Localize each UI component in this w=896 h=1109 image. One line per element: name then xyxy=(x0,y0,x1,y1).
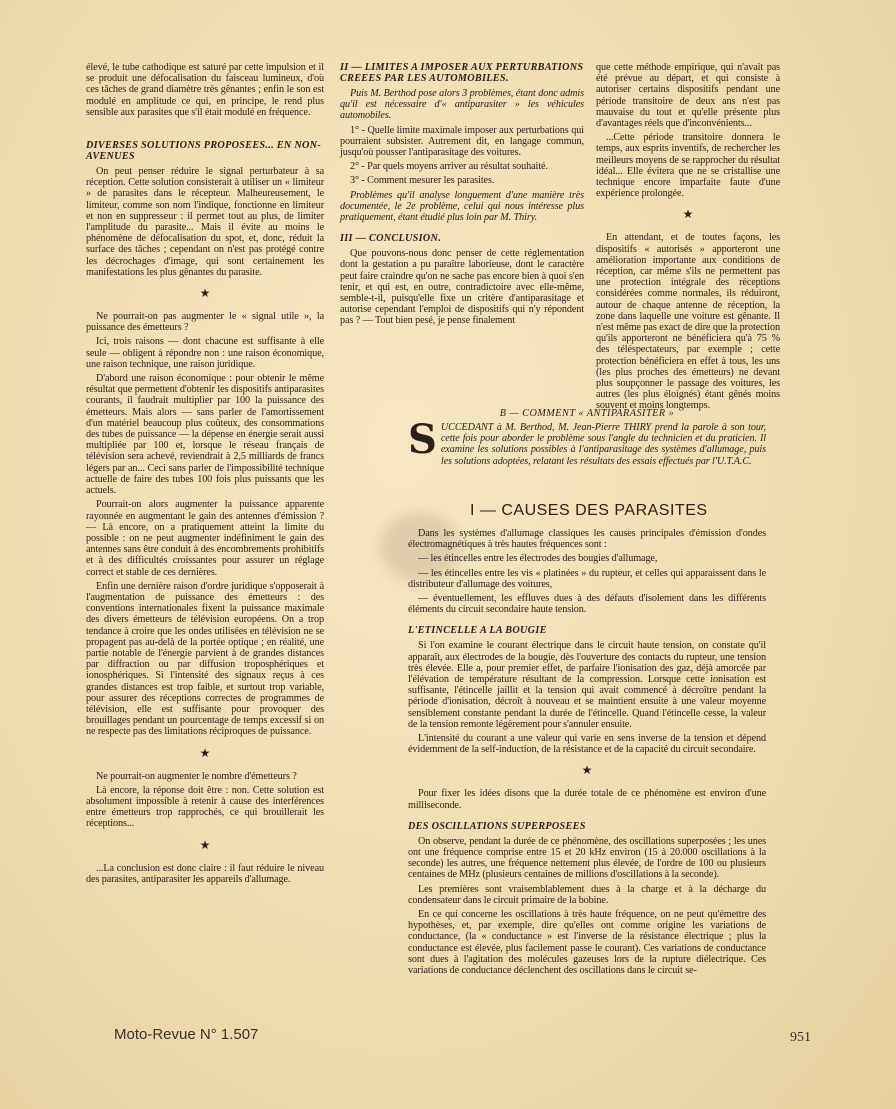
paragraph: On observe, pendant la durée de ce phénomène, des oscillations superposées ; les unes ont une fréquence comprise entre 15 et 20 kHz environ (15 à 20.000 oscillations à la seconde) les autres, une fréquence nettement plus élevée, de l'ordre de 100 ou plusieurs centaines de MHz (plusieurs centaines de millions d'oscillations à la seconde). xyxy=(408,835,766,881)
paragraph: En ce qui concerne les oscillations à très haute fréquence, on ne peut qu'émettre des hypothèses, et, par exemple, dire qu'elles ont comme origine les variations de conductance, (la « conductance » est l'inverse de la résistance électrique ; plus la conductance est élevée, plus facilement passe le courant). Ces variations de conductance sont dues à l'agitation des molécules gazeuses lors de la rupture diélectrique. Ces variations de conductance déclenchent des oscillations dans le circuit se- xyxy=(408,909,766,977)
section-heading: II — LIMITES A IMPOSER AUX PERTURBATIONS CREEES PAR LES AUTOMOBILES. xyxy=(340,62,584,84)
paragraph: Ne pourrait-on augmenter le nombre d'émetteurs ? xyxy=(96,770,297,782)
star-separator: ★ xyxy=(199,286,211,301)
paragraph: ...La conclusion est donc claire : il faut réduire le niveau des parasites, antiparasiter les appareils d'allumage. xyxy=(86,862,324,885)
paragraph: Puis M. Berthod pose alors 3 problèmes, étant donc admis qu'il est nécessaire d'« antiparasiter » les véhicules automobiles. xyxy=(340,88,584,122)
drop-cap: S xyxy=(408,416,437,463)
list-item: — les étincelles entre les électrodes des bougies d'allumage, xyxy=(418,553,658,565)
paragraph: UCCEDANT à M. Berthod, M. Jean-Pierre THIRY prend la parole à son tour, cette fois pour aborder le problème sous l'angle du technicien et du praticien. Il examine les solutions possibles à l'antiparasitage des systèmes d'allumage, puis les solutions adoptées, relatant les résultats des essais effectués par l'U.T.A.C. xyxy=(440,422,766,467)
paragraph: Ne pourrait-on pas augmenter le « signal utile », la puissance des émetteurs ? xyxy=(86,311,324,334)
paragraph: Les premières sont vraisemblablement dues à la charge et à la décharge du condensateur dans le circuit primaire de la bobine. xyxy=(408,883,766,906)
paragraph: Là encore, la réponse doit être : non. Cette solution est absolument impossible à retenir à cause des interférences entre émetteurs trop rapprochés, ce qui brouillerait les réceptions... xyxy=(86,784,324,830)
column-middle xyxy=(340,62,584,330)
paragraph: L'intensité du courant a une valeur qui varie en sens inverse de la tension et dépend évidemment de la self-induction, de la résistance et de la capacité du circuit secondaire. xyxy=(408,733,766,756)
star-separator: ★ xyxy=(199,745,211,760)
section-heading: III — CONCLUSION. xyxy=(340,233,442,245)
paragraph: Pourrait-on alors augmenter la puissance apparente rayonnée en augmentant le gain des antennes d'émission ? — Là encore, on a pratiquement atteint la limite du possible : on ne peut augmenter indéfiniment le gain des antennes sans être conduit à des encombrements prohibitifs et à des difficultés croissantes pour assurer un réglage correct et stable de ces dernières. xyxy=(86,499,324,578)
paragraph: 2° - Par quels moyens arriver au résultat souhaité. xyxy=(350,161,548,173)
paragraph: Problèmes qu'il analyse longuement d'une manière très documentée, le 2e problème, celui qui nous intéresse plus pratiquement, étant étudié plus loin par M. Thiry. xyxy=(340,189,584,224)
magazine-issue: Moto-Revue N° 1.507 xyxy=(114,1026,259,1043)
column-left xyxy=(86,62,324,888)
paragraph: En attendant, et de toutes façons, les dispositifs « autorisés » apporteront une amélioration importante aux conditions de réception, car même s'ils ne permettent pas une protection intégrale des réceptions considérées comme normales, ils réduiront, autour de chaque antenne de réception, la zone dans laquelle une voiture est gênante. Il n'est même pas exact de dire que la protection qu'ils apporteront ne bénéficiera qu'à 75 % des téléspectateurs, par exemple ; cette protection bénéficiera en effet à tous, les uns (les plus proches des émetteurs) ne devant plus soupçonner le passage des voitures, les autres (les plus éloignés) étant gênés moins souvent et moins longtemps. xyxy=(596,232,780,412)
paragraph: On peut penser réduire le signal perturbateur à sa réception. Cette solution consisterait à utiliser un « limiteur » de parasites dans le récepteur. Malheureusement, le limiteur, comme son nom l'indique, fonctionne en limiteur et non en suppresseur : il permet tout au plus, de limiter l'amplitude du parasite... Mais il évite au moins le phénomène de défocalisation du spot, et, donc, réduit la surface des tâches ; cependant on n'est pas protégé contre les décrochages d'image, qui sont certainement les manifestations les plus gênantes du parasite. xyxy=(86,166,324,278)
star-separator: ★ xyxy=(682,207,694,222)
list-item: — les étincelles entre les vis « platinées » du rupteur, et celles qui apparaissent dans le distributeur d'allumage des voitures, xyxy=(408,567,766,590)
paragraph: Dans les systèmes d'allumage classiques les causes principales d'émission d'ondes électromagnétiques à très hautes fréquences sont : xyxy=(408,528,766,551)
paragraph: Si l'on examine le courant électrique dans le circuit haute tension, on constate qu'il apparaît, aux électrodes de la bougie, dès l'ouverture des contacts du rupteur, une tension très élevée. Elle a, pour premier effet, de parfaire l'ionisation des gaz, déjà amorcée par l'élévation de température résultant de la compression. Lorsque cette ionisation est suffisante, l'étincelle jaillit et la tension qui avait commencé à décroître pendant la période d'ionisation, décroît à nouveau et se maintient ensuite à une valeur moyenne sensiblement constante pendant la durée de l'étincelle. Quand l'étincelle cesse, la valeur de la tension remonte légèrement pour s'annuler ensuite. xyxy=(408,640,766,730)
paragraph: ...Cette période transitoire donnera le temps, aux esprits inventifs, de rechercher les meilleurs moyens de se rapprocher du résultat idéal... Elle évitera que ne se cristallise une technique encore imparfaite faute d'une expérience prolongée. xyxy=(596,132,780,200)
section-heading: L'ETINCELLE A LA BOUGIE xyxy=(408,625,547,637)
paragraph: élevé, le tube cathodique est saturé par cette impulsion et il se produit une défocalisation du faisceau lumineux, d'où ces tâches de grand diamètre très gênantes ; enfin le son est modulé en amplitude ce qui, en principe, le rend plus sensible aux parasites que s'il était modulé en fréquence. xyxy=(86,62,324,118)
star-separator: ★ xyxy=(581,763,593,778)
paragraph: que cette méthode empirique, qui n'avait pas été prévue au départ, et qui consiste à autoriser certains dispositifs pendant une période transitoire de deux ans n'est pas mauvaise du tout et qu'elle présente plus d'avantages réels que d'inconvénients... xyxy=(596,62,780,130)
paragraph: D'abord une raison économique : pour obtenir le même résultat que permettent d'obtenir les dispositifs antiparasites courants, il faudrait multiplier par 100 la puissance des émetteurs. Mais alors — sans parler de l'amortissement d'un matériel beaucoup plus coûteux, des consommations des tubes de puissance — la dépense en énergie serait aussi multipliée par 100 et, lorsque le réseau français de télévision sera achevé, reviendrait à 2,5 milliards de francs légers par an... Ceci sans parler de l'impossibilité technique actuelle de faire des tubes 100 fois plus puissants que les actuels. xyxy=(86,373,324,497)
page-number: 951 xyxy=(790,1030,811,1045)
paragraph: 3° - Comment mesurer les parasites. xyxy=(350,175,495,187)
paragraph: 1° - Quelle limite maximale imposer aux perturbations qui pourraient subsister. Autrement dit, en langage commun, jusqu'où pousser l'antiparasitage des voitures. xyxy=(340,124,584,159)
paragraph: Que pouvons-nous donc penser de cette réglementation dont la gestation a pu paraître laborieuse, dont le caractère peut faire craindre qu'on ne sache pas encore bien à quoi s'en tenir, et qui est, en outre, contradictoire avec elle-même, semble-t-il, puisqu'elle fixe un critère d'antiparasitage et autorise cependant l'emploi de dispositifs qui n'y répondent pas ? — Tout bien pesé, je pense finalement xyxy=(340,248,584,327)
section-i-title: I — CAUSES DES PARASITES xyxy=(470,502,708,519)
paragraph: Enfin une dernière raison d'ordre juridique s'opposerait à l'augmentation de puissance des émetteurs : des conventions internationales fixent la puissance maximale des divers émetteurs de télévision européens. On a trop tendance à croire que les ondes utilisées en télévision ne se propagent pas au-delà de la portée optique ; en réalité, une partie notable de l'énergie parvient à de grandes distances par diffraction ou par diffusion troposphériques et ionosphériques. Si l'intensité des signaux reçus à ces grandes distances est trop faible, et surtout trop variable, pour assurer des réceptions correctes de programmes de télévision, elle est suffisante pour provoquer des brouillages pendant un pourcentage de temps excessif si on ne respecte pas des limitations réciproques de puissance. xyxy=(86,580,324,738)
section-heading: DIVERSES SOLUTIONS PROPOSEES... EN NON-AVENUES xyxy=(86,140,322,163)
paragraph: Ici, trois raisons — dont chacune est suffisante à elle seule — obligent à répondre non : une raison économique, une raison technique, une raison juridique. xyxy=(86,336,324,370)
section-b-intro xyxy=(408,408,766,470)
section-i-body xyxy=(408,528,766,979)
column-right xyxy=(596,62,780,415)
list-item: — éventuellement, les effluves dues à des défauts d'isolement dans les différents éléments du circuit secondaire haute tension. xyxy=(408,593,766,616)
paragraph: Pour fixer les idées disons que la durée totale de ce phénomène est environ d'une milliseconde. xyxy=(408,788,766,811)
star-separator: ★ xyxy=(199,837,211,852)
section-b-title: B — COMMENT « ANTIPARASITER » xyxy=(499,408,675,419)
section-heading: DES OSCILLATIONS SUPERPOSEES xyxy=(408,820,586,832)
